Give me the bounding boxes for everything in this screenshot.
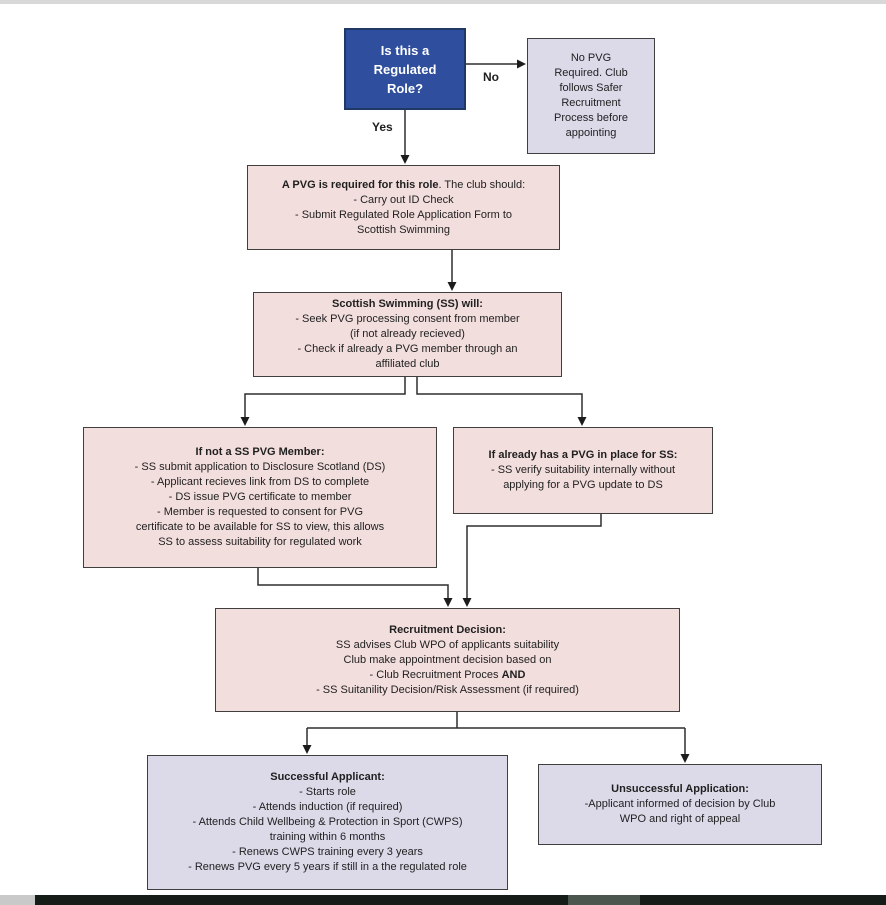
- node-successful-applicant: [147, 755, 508, 890]
- edge-label-no: No: [483, 70, 499, 84]
- edge-yes-arrowhead: [401, 155, 410, 164]
- page-bottom-edge: [0, 895, 886, 905]
- edge-bottom-split: [307, 712, 685, 755]
- node-line: - Member is requested to consent for PVG: [156, 506, 364, 518]
- node-line: - Starts role: [299, 786, 356, 798]
- edge-split-left-arrowhead: [241, 417, 250, 426]
- node-line: - Submit Regulated Role Application Form to: [294, 208, 513, 221]
- edge-bottom-right-arrowhead: [681, 754, 690, 763]
- node-line: - Check if already a PVG member through an: [297, 343, 518, 355]
- edge-merge-right-arrowhead: [463, 598, 472, 607]
- node-line: - Renews PVG every 5 years if still in a the regulated role: [188, 861, 467, 873]
- node-scottish-swimming-will: [253, 292, 562, 377]
- node-line: Club make appointment decision based on: [343, 653, 552, 666]
- edge-bottom-left-arrowhead: [303, 745, 312, 754]
- edge-split-right-arrowhead: [578, 417, 587, 426]
- node-line: - Seek PVG processing consent from member: [295, 313, 520, 325]
- node-title: If already has a PVG in place for SS:: [488, 449, 678, 461]
- node-line: - Attends Child Wellbeing & Protection in Sport (CWPS): [192, 816, 463, 828]
- edge-no-arrowhead: [517, 60, 526, 69]
- node-regulated-role-decision: [344, 28, 466, 110]
- node-line: Required. Club: [554, 67, 628, 79]
- node-unsuccessful-application: [538, 764, 822, 845]
- node-line: - Attends induction (if required): [252, 801, 403, 813]
- node-line: certificate to be available for SS to view, this allows: [135, 521, 385, 533]
- node-line: Recruitment: [561, 97, 621, 109]
- node-line: applying for a PVG update to DS: [503, 479, 663, 491]
- node-line: - SS submit application to Disclosure Scotland (DS): [134, 461, 386, 473]
- node-recruitment-decision: [215, 608, 680, 712]
- edge-split-right: [417, 377, 582, 418]
- node-line: No PVG: [570, 52, 612, 64]
- node-line: - Club Recruitment Proces AND: [369, 668, 526, 681]
- node-pvg-required: [247, 165, 560, 250]
- edge-split-left: [245, 377, 405, 418]
- node-line: Regulated: [373, 61, 437, 77]
- node-title: Unsuccessful Application:: [611, 783, 749, 795]
- node-title: Scottish Swimming (SS) will:: [332, 298, 483, 310]
- edge-merge-right: [467, 514, 601, 599]
- node-title: Successful Applicant:: [270, 771, 385, 783]
- node-line: WPO and right of appeal: [619, 813, 741, 825]
- node-title: If not a SS PVG Member:: [195, 446, 325, 458]
- edge-label-yes: Yes: [372, 120, 393, 134]
- node-line: (if not already recieved): [350, 328, 465, 340]
- node-line: - SS Suitanility Decision/Risk Assessment (if required): [316, 683, 579, 696]
- edge-merge-left-arrowhead: [444, 598, 453, 607]
- bottom-bar-left-segment: [0, 895, 35, 905]
- node-not-pvg-member: [83, 427, 437, 568]
- node-no-pvg-required: [527, 38, 655, 154]
- node-line: appointing: [565, 127, 617, 139]
- node-title: Recruitment Decision:: [389, 623, 506, 636]
- node-line: SS advises Club WPO of applicants suitability: [335, 638, 560, 651]
- node-line: follows Safer: [559, 82, 623, 94]
- node-line: Process before: [554, 112, 628, 124]
- edge-merge-left: [258, 568, 448, 599]
- node-line: - SS verify suitability internally without: [490, 464, 675, 476]
- node-line: Is this a: [380, 42, 430, 58]
- node-line: training within 6 months: [269, 831, 386, 843]
- node-title: A PVG is required for this role. The club should:: [281, 178, 526, 191]
- node-line: Role?: [386, 80, 424, 96]
- node-line: affiliated club: [375, 358, 440, 370]
- node-line: - Renews CWPS training every 3 years: [232, 846, 423, 858]
- node-line: - Carry out ID Check: [353, 193, 454, 206]
- node-already-pvg: [453, 427, 713, 514]
- node-line: -Applicant informed of decision by Club: [584, 798, 776, 810]
- node-line: - DS issue PVG certificate to member: [168, 491, 352, 503]
- node-line: - Applicant recieves link from DS to complete: [150, 476, 370, 488]
- edge-a-b-arrowhead: [448, 282, 457, 291]
- bottom-bar-segment: [568, 895, 640, 905]
- node-line: SS to assess suitability for regulated work: [158, 536, 362, 548]
- node-line: Scottish Swimming: [357, 223, 450, 236]
